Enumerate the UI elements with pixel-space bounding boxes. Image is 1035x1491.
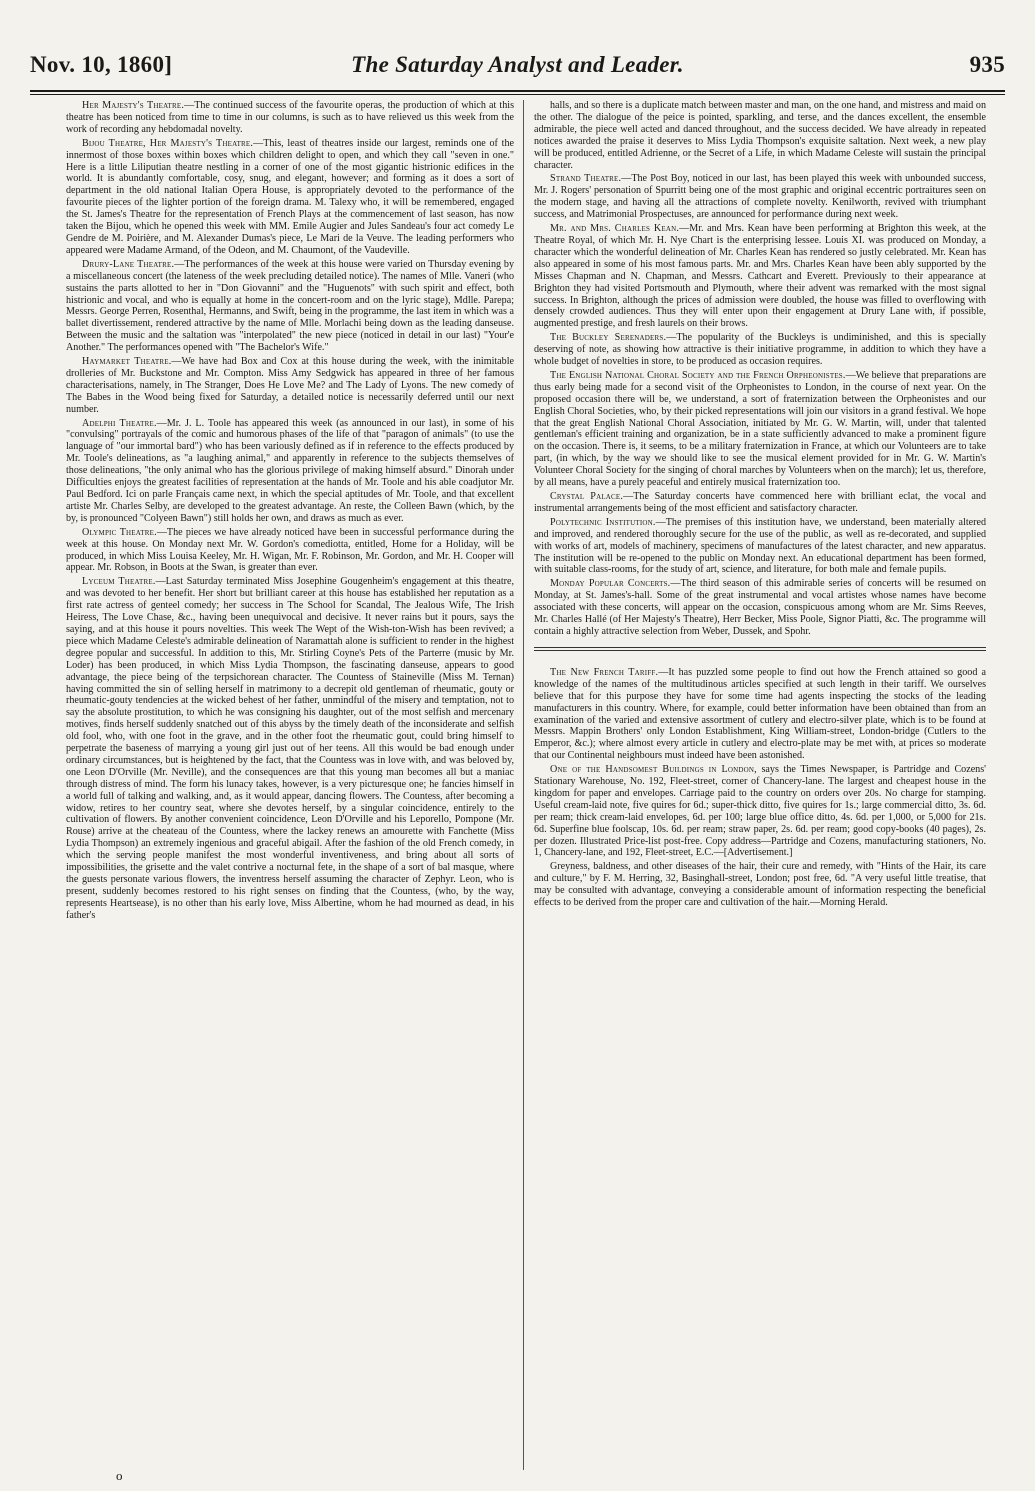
article-body: halls, and so there is a duplicate match between master and man, on the one hand, and mistress and maid on the other. The dialogue of the peice is pointed, sparkling, and terse, and the dances excellent, the ensemble admirable, the piece well acted and danced throughout, and the success decided. We have already in repeated notices awarded the praise it deserves to Miss Lydia Thompson's exquisite saltation. Next week, a new play will be produced, entitled Adrienne, or the Secret of a Life, in which Madame Celeste will sustain the principal character.: [534, 100, 986, 171]
article-body: —The continued success of the favourite operas, the production of which at this theatre has been noticed from time to time in our columns, is such as to have relieved us this week from the work of recording any hebdomadal novelty.: [66, 100, 514, 135]
article-heading: Lyceum Theatre.: [82, 576, 156, 588]
article-body: —We have had Box and Cox at this house during the week, with the inimitable drolleries of Mr. Buckstone and Mr. Compton. Miss Amy Sedgwick has appeared in three of her famous characterisations, namely, in The Stranger, Does He Love Me? and The Lady of Lyons. The new comedy of The Babes in the Wood being fixed for Saturday, a detailed notice is necessarily deferred until our next number.: [66, 356, 514, 415]
article-paragraph: [534, 100, 986, 171]
left-column: [66, 100, 514, 1475]
article-body: —The popularity of the Buckleys is undiminished, and this is specially deserving of note, as showing how attractive is their initiative programme, in addition to which they have a whole budget of novelties in store, to be produced as occasion requires.: [534, 332, 986, 368]
article-heading: Adelphi Theatre.: [82, 417, 157, 429]
article-paragraph: [534, 861, 986, 909]
section-rule: [534, 647, 986, 648]
article-paragraph: [534, 491, 986, 515]
page-number: 935: [969, 52, 1005, 77]
article-heading: Polytechnic Institution.: [550, 516, 656, 528]
article-body: —The third season of this admirable series of concerts will be resumed on Monday, at St. James's-hall. Some of the great instrumental and vocal artistes whose names have become associated with these concerts, will appear on the occasion, conspicuous among whom are Mr. Sims Reeves, Mr. Charles Hallé (of Her Majesty's Theatre), Herr Becker, Miss Poole, Signor Piatti, &c. The programme will contain a highly attractive selection from Weber, Dussek, and Spohr.: [534, 578, 986, 637]
article-heading: One of the Handsomest Buildings in London,: [550, 764, 757, 776]
article-heading: Monday Popular Concerts.: [550, 578, 671, 590]
article-body: Greyness, baldness, and other diseases of the hair, their cure and remedy, with "Hints of the Hair, its care and culture," by F. M. Herring, 32, Basinghall-street, London; post free, 6d. "A very useful little treatise, that may be consulted with advantage, conveying a considerable amount of information respecting the beneficial effects to be derived from the proper care and cultivation of the hair.—Morning Herald.: [534, 861, 986, 909]
article-body: —It has puzzled some people to find out how the French attained so good a knowledge of the names of the multitudinous articles specified at such length in their tariff. We ourselves believe that for this purpose they have for some time had agents inspecting the stocks of the leading manufacturers in this country. Where, for example, could better information have been obtained than from an examination of the varied and extensive assortment of cutlery and electro-silver plate, which is to be found at Messrs. Mappin Brothers' only London Establishment, King William-street, London-bridge (Cutlers to the Emperor, &c.); where almost every article in cutlery and electro-plate may be met with, at prices so moderate that our Continental neighbours must indeed have been astonished.: [534, 666, 986, 762]
article-heading: Mr. and Mrs. Charles Kean.: [550, 223, 680, 235]
article-body: —This, least of theatres inside our largest, reminds one of the innermost of those boxes within boxes which children delight to open, and which they call "seven in one." Here is a little Liliputian theatre nestling in a corner of one of the most gigantic histrionic edifices in the world. It is abundantly comfortable, cosy, snug, and elegant, however; and forming as it does a sort of department in the old national Italian Opera House, is appropriately devoted to the performance of the favourite pieces of the lighter portion of the foreign drama. M. Talexy who, it will be remembered, engaged the St. James's Theatre for the representation of French Plays at the commencement of last season, has now taken the Bijou, which he opened this week with MM. Emile Augier and Jules Sandeau's four act comedy Le Gendre de M. Poirière, and M. Alexander Dumas's piece, Le Mari de la Veuve. The leading performers who appeared were Madame Armand, of the Odeon, and M. Chaumont, of the Vaudeville.: [66, 137, 514, 256]
article-paragraph: [534, 223, 986, 330]
article-paragraph: [66, 356, 514, 416]
section-rule-second: [534, 650, 986, 651]
article-body: —The Saturday concerts have commenced here with brilliant eclat, the vocal and instrumental arrangements being of the most efficient and satisfactory character.: [534, 491, 986, 514]
article-body: —The Post Boy, noticed in our last, has been played this week with unbounded success, Mr. J. Rogers' personation of Spurritt being one of the most graphic and original eccentric portraitures seen on the modern stage, and having all the attractions of complete novelty. Kenilworth, revived with triumphant success, and Matrimonial Prospectuses, are announced for performance during next week.: [534, 173, 986, 221]
article-heading: The Buckley Serenaders.: [550, 332, 667, 344]
article-heading: Bijou Theatre, Her Majesty's Theatre.: [82, 137, 254, 149]
theatre-notices: [534, 100, 986, 638]
article-heading: Olympic Theatre.: [82, 526, 157, 538]
article-paragraph: [534, 332, 986, 368]
article-paragraph: [534, 517, 986, 577]
article-paragraph: [66, 138, 514, 257]
article-paragraph: [66, 100, 514, 136]
article-heading: Crystal Palace.: [550, 491, 624, 502]
article-body: —Mr. and Mrs. Kean have been performing at Brighton this week, at the Theatre Royal, of which Mr. H. Nye Chart is the enterprising lessee. Louis XI. was produced on Monday, a character which the wonderful delineation of Mr. Charles Kean has rendered so justly celebrated. Mr. Kean has also appeared in some of his most famous parts. Mr. and Mrs. Charles Kean have been ably supported by the Misses Chapman and N. Chapman, and Messrs. Cathcart and Everett. Previously to their appearance at Brighton they had visited Portsmouth and Plymouth, where their advent was remarked with the most signal success. In Brighton, although the prices of admission were doubled, the house was filled to overflowing with densely crowded audiences. Thus they will enter upon their engagement at Drury Lane with, if possible, augmented prestige, and fresh laurels on their brows.: [534, 223, 986, 330]
article-paragraph: [66, 259, 514, 354]
article-body: —Mr. J. L. Toole has appeared this week (as announced in our last), in some of his "convulsing" portrayals of the comic and humorous phases of the life of that "paragon of animals" (to use the language of "our immortal bard") who has been variously defined as if in reference to the effects produced by Mr. Toole's delineations, as "a laughing animal," and apparently in reference to the subjects themselves of those delineations, "the only animal who has the glorious privilege of making himself absurd." Dinorah under Difficulties enjoys the greatest facilities of representation at the hands of Mr. Toole and his able coadjutor Mr. Paul Bedford. Ici on parle Français came next, in which the special aptitudes of Mr. Toole, and that excellent artiste Mr. Charles Selby, are developed to the greatest advantage. An reste, the Colleen Bawn (which, by the by, is pronounced "Colyeen Bawn") still holds her own, and draws as much as ever.: [66, 417, 514, 524]
article-body: —The performances of the week at this house were varied on Thursday evening by a miscellaneous concert (the lateness of the week precluding detailed notice). The names of Mlle. Vaneri (who sustains the parts allotted to her in "Don Giovanni" and the "Huguenots" with such spirit and effect, both histrionic and vocal, and who is equally at home in the concert-room and on the lyric stage), Mdlle. Parepa; Messrs. George Perren, Rosenthal, Hermanns, and Swift, being in the programme, the last item in which was a ballet divertissement, rendered attractive by the name of Mlle. Morlachi being down as the leading danseuse. Between the music and the saltation was "interpolated" the new piece (noticed in detail in our last) "Your'e Another." The performances opened with "The Bachelor's Wife.": [66, 258, 514, 354]
article-paragraph: [534, 370, 986, 489]
right-column: [534, 100, 986, 1475]
article-heading: Her Majesty's Theatre.: [82, 100, 185, 111]
article-heading: The New French Tariff.: [550, 666, 659, 678]
article-heading: The English National Choral Society and the French Orpheonistes.: [550, 369, 846, 381]
advertisements: [534, 667, 986, 909]
article-body: says the Times Newspaper, is Partridge and Cozens' Stationary Warehouse, No. 192, Fleet-street, corner of Chancery-lane. The largest and cheapest house in the kingdom for paper and envelopes. Carriage paid to the country on orders over 20s. No charge for stamping. Useful cream-laid note, five quires for 6d.; super-thick ditto, five quires for 1s.; large commercial ditto, 3s. 6d. per ream; thick cream-laid envelopes, 6d. per 100; large blue office ditto, 4s. 6d. per 1,000, or 5,000 for 21s. 6d. Superfine blue foolscap, 10s. 6d. per ream; straw paper, 2s. 6d. per ream; good copy-books (40 pages), 2s. per dozen. Illustrated Price-list post-free. Copy address—Partridge and Cozens, manufacturing stationers, No. 1, Chancery-lane, and 192, Fleet-street, E.C.—[Advertisement.]: [534, 764, 986, 859]
article-paragraph: [534, 667, 986, 762]
article-paragraph: [534, 764, 986, 859]
article-heading: Strand Theatre.: [550, 173, 622, 185]
masthead: [30, 52, 1005, 92]
issue-date: Nov. 10, 1860]: [30, 52, 173, 77]
article-body: —The pieces we have already noticed have been in successful performance during the week at this house. On Monday next Mr. W. Gordon's comediotta, entitled, Home for a Holiday, will be produced, in which Miss Louisa Keeley, Mr. H. Wigan, Mr. F. Robinson, Mr. Gordon, and Mr. H. Cooper will appear. Mr. Robson, in Boots at the Swan, is greater than ever.: [66, 526, 514, 574]
article-body: —We believe that preparations are thus early being made for a second visit of the Orpheonistes to London, in the course of next year. On the proposed occasion there will be, we understand, a sort of fraternization between the Orpheonistes and our English Choral Societies, who, by their picked representations will join our visitors in a grand festival. We hope that the great English National Choral Association, initiated by Mr. G. W. Martin, will, under that talented gentleman's efficient training and organization, be in a state sufficiently advanced to make a prominent figure on the occasion. There is, it seems, to be a military fraternization in France, at which our Volunteers are to take part, (in which, by the way we should like to see the musical element provided for in Mr. G. W. Martin's Volunteer Choral Society for the singing of choral marches by Volunteers when on the march); let us, therefore, by all means, have a purely peaceful and entirely musical fraternization too.: [534, 369, 986, 489]
article-heading: Haymarket Theatre.: [82, 356, 172, 368]
article-paragraph: [66, 527, 514, 575]
article-body: —The premises of this institution have, we understand, been materially altered and improved, and rendered thoroughly secure for the use of the public, as well as re-decorated, and supplied with works of art, models of machinery, specimens of manufactures of the latest character, and new apparatus. The institution will be re-opened to the public on Monday next. An educational department has been formed, with suitable class-rooms, for the study of art, science, and literature, for both male and female pupils.: [534, 516, 986, 576]
masthead-rule: [30, 90, 1005, 92]
article-paragraph: [66, 418, 514, 525]
footer-mark: o: [116, 1468, 123, 1483]
masthead-rule-thin: [30, 94, 1005, 95]
article-paragraph: [534, 173, 986, 221]
article-paragraph: [534, 578, 986, 638]
article-heading: Drury-Lane Theatre.: [82, 258, 175, 270]
column-divider: [523, 100, 524, 1470]
article-paragraph: [66, 576, 514, 921]
publication-title: The Saturday Analyst and Leader.: [351, 52, 684, 77]
article-body: —Last Saturday terminated Miss Josephine Gougenheim's engagement at this theatre, and was devoted to her benefit. Her short but brilliant career at this house has established her reputation as a first rate actress of genteel comedy; her success in The School for Scandal, The Jealous Wife, The Irish Heiress, The Love Chase, &c., having been unequivocal and decisive. It never rains but it pours, says the saying, and at this house it pours novelties. This week The Wept of the Wish-ton-Wish has been revived; a piece which Madame Celeste's admirable delineation of Naramattah alone is sufficient to render in the highest degree popular and successful. In addition to this, Mr. Stirling Coyne's Pets of the Parterre (music by Mr. Loder) has been produced, in which Miss Lydia Thompson, the fascinating danseuse, appears to good advantage, the piece being of the terpsichorean character. The Countess of Staineville (Miss M. Ternan) having committed the sin of selling herself in matrimony to a decrepit old gentleman of rheumatic, gouty or rheumatic-gouty tendencies at the wicked behest of her father, unmindful of the misery and temptation, not to say the absolute prostitution, to which he was consigning his daughter, out of the most selfish and mercenary motives, finds herself suddenly snatched out of this abyss by the timely death of the inconsiderate and selfish old fool, who, with one foot in the grave, and in the other foot the rheumatic gout, could bring himself to perpetrate the baseness of marrying a young girl just out of her teens. All this would be bad enough under ordinary circumstances, but is heightened by the fact, that the Countess was in love with, and was beloved by, one Leon D'Orville (Mr. Neville), and the consequences are that this young man becomes all but a maniac through distress of mind. The form his lunacy takes, however, is a very picturesque one; he fancies himself in a world full of talking and walking, and, as it would appear, dancing flowers. The Countess, after becoming a widow, retires to her country seat, where she devotes herself, by a singular coincidence, entirely to the cultivation of flowers. By another convenient coincidence, Leon D'Orville and his Leporello, Pompone (Mr. Rouse) arrive at the cheateau of the Countess, where the lackey renews an amourette with Fanchette (Miss Lydia Thompson) an extremely ingenious and graceful abigail. After the fashion of the old French comedy, in which the serving people manifest the most wonderful inventiveness, and bring about all sorts of impossibilities, the grisette and the valet contrive a nocturnal fete, in the shape of a sort of bal masque, where the guests personate various flowers, the inventress herself assuming the character of Zephyr. Leon, who is present, suddenly becomes restored to his right senses on finding that the Countess, (who, by the way, represents Heartsease), is no other than his early love, Miss Albertine, whom he had mourned as dead, in his father's: [66, 576, 514, 921]
